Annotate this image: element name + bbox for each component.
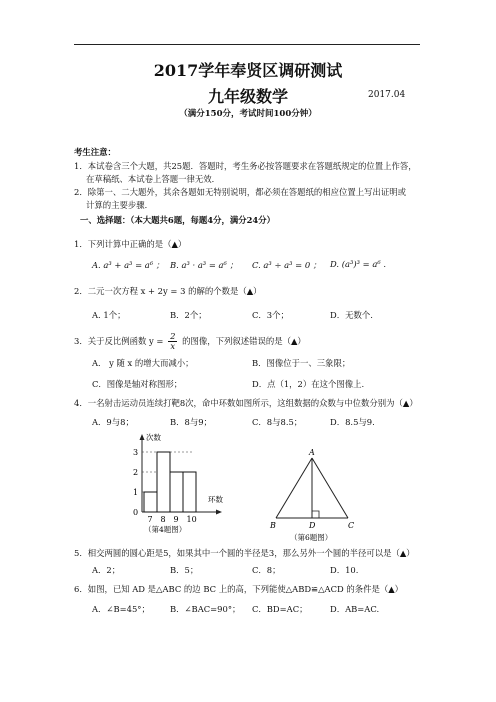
exam-title: 2017学年奉贤区调研测试 [153,61,343,80]
y-tick-label: 1 [133,488,139,497]
q4-stem: 4．一名射击运动员连续打靶8次，命中环数如图所示，这组数据的众数与中位数分别为（▲） [74,398,418,408]
x-tick-label: 9 [173,515,179,524]
q4-bar-chart [118,432,248,544]
q2-option-d: D．无数个. [330,310,373,320]
x-axis-label: 环数 [208,495,223,504]
q6-stem: 6．如图，已知 AD 是△ABC 的边 BC 上的高，下列能使△ABD≌△ACD 的条件是（▲） [74,584,404,594]
q6-option-a: A．∠B=45°； [92,604,150,614]
q3-stem [74,332,306,351]
x-tick-label: 10 [186,515,197,524]
y-axis-label: 次数 [146,433,161,442]
q3-option-c: C．图像是轴对称图形； [92,379,183,389]
right-angle-mark [312,511,319,518]
q6-option-b: B．∠BAC=90°； [170,604,241,614]
q1-option-b: B. a³ · a³ = a⁶ ； [170,260,238,270]
q6-triangle-figure [268,446,378,546]
chart-caption: （第4题图） [144,525,187,534]
notice-line-4: 计算的主要步骤． [86,200,153,210]
q3-fraction-denominator: x [170,341,176,351]
q2-option-c: C．3个； [252,310,289,320]
label-a: A [309,448,315,457]
q5-option-d: D．10. [330,565,359,575]
q5-stem: 5．相交两圆的圆心距是5，如果其中一个圆的半径是3，那么另外一个圆的半径可以是（▲） [74,548,415,558]
x-tick-label: 7 [147,515,153,524]
q1-stem: 1．下列计算中正确的是（▲） [74,239,187,249]
q3-stem-part-b: 的图像，下列叙述错误的是（▲） [182,336,306,346]
q2-option-b: B．2个； [170,310,207,320]
side-ab [276,458,312,518]
side-ac [312,458,348,518]
q4-option-b: B．8与9； [170,417,212,427]
section-heading: 一、选择题：（本大题共6题，每题4分，满分24分） [80,215,275,225]
x-tick-label: 8 [160,515,166,524]
y-tick-label: 0 [133,508,139,517]
x-axis-arrow [216,510,222,515]
notice-line-2: 在草稿纸、本试卷上答题一律无效． [86,174,220,184]
q6-option-d: D．AB=AC. [330,604,380,614]
exam-info: （满分150分，考试时间100分钟） [179,109,317,119]
q4-option-d: D．8.5与9. [330,417,375,427]
q3-option-b: B．图像位于一、三象限； [252,358,351,368]
figure6-caption: （第6题图） [290,533,333,542]
label-d: D [309,521,316,530]
q1-option-d: D. (a³)³ = a⁶ . [330,259,386,269]
q5-option-c: C．8； [252,565,281,575]
notice-line-3: 2．除第一、二大题外，其余各题如无特别说明，都必须在答题纸的相应位置上写出证明或 [74,187,406,197]
bar [183,472,196,512]
bar [144,492,157,512]
y-tick-label: 3 [133,448,139,457]
exam-date: 2017.04 [368,90,406,100]
q3-option-d: D．点（1，2）在这个图像上. [252,379,365,389]
notice-heading: 考生注意： [74,147,116,157]
q2-stem: 2．二元一次方程 x + 2y = 3 的解的个数是（▲） [74,286,262,296]
q5-option-b: B．5； [170,565,199,575]
q3-fraction [168,332,177,351]
bar [170,472,183,512]
q3-stem-part-a: 3．关于反比例函数 y = [74,336,164,346]
q6-option-c: C．BD=AC； [252,604,308,614]
bar [157,452,170,512]
q1-option-c: C. a³ ÷ a³ = 0 ； [252,260,322,270]
q3-fraction-numerator: 2 [170,331,176,341]
y-axis-arrow [140,434,145,440]
label-c: C [348,521,355,530]
q4-option-c: C．8与8.5； [252,417,303,427]
header-rule [74,44,420,45]
q5-option-a: A．2； [92,565,121,575]
label-b: B [270,521,276,530]
notice-line-1: 1．本试卷含三个大题，共25题．答题时，考生务必按答题要求在答题纸规定的位置上作答， [74,161,417,171]
q3-option-a: A． y 随 x 的增大而减小； [92,358,194,368]
exam-subtitle: 九年级数学 [207,87,288,106]
q2-option-a: A. 1个； [92,310,126,320]
y-tick-label: 2 [133,468,139,477]
q1-option-a: A. a³ + a³ = a⁶ ； [92,260,165,270]
q4-option-a: A．9与8； [92,417,134,427]
